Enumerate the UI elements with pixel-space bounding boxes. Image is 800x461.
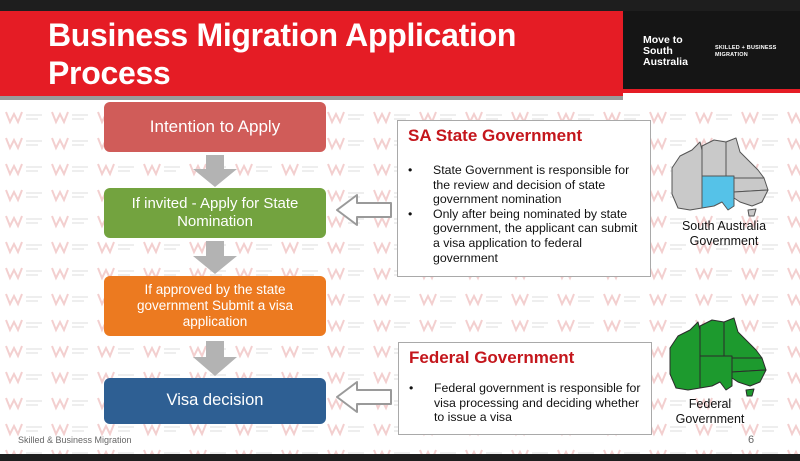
bullet-text: Only after being nominated by state government, the applicant can submit a visa application to federal government bbox=[433, 206, 638, 265]
panel-bullet-list bbox=[408, 163, 644, 265]
sa-map-caption: South Australia Government bbox=[681, 219, 767, 248]
list-item bbox=[408, 163, 644, 207]
left-arrow-icon bbox=[335, 380, 393, 414]
list-item bbox=[409, 381, 645, 425]
list-item bbox=[408, 207, 644, 265]
top-bar bbox=[0, 0, 800, 11]
header-shadow-line bbox=[0, 96, 623, 100]
panel-title: Federal Government bbox=[409, 348, 575, 367]
australia-map-green-icon bbox=[664, 316, 774, 400]
down-arrow-icon bbox=[193, 155, 237, 187]
bullet-text: Federal government is responsible for visa processing and deciding whether to issue a visa bbox=[434, 381, 641, 425]
step-submit-visa-application: If approved by the state government Submit a visa application bbox=[104, 276, 326, 336]
page-number: 6 bbox=[748, 434, 755, 446]
panel-title: SA State Government bbox=[408, 126, 583, 145]
left-arrow-icon bbox=[335, 193, 393, 227]
logo-underline bbox=[623, 89, 800, 93]
bullet: • bbox=[408, 163, 413, 177]
down-arrow-icon bbox=[193, 241, 237, 274]
slide-title: Business Migration Application Process bbox=[48, 17, 517, 91]
federal-map-caption: Federal Government bbox=[675, 397, 745, 426]
bullet: • bbox=[409, 381, 414, 395]
logo-main-text: Move to South Australia bbox=[643, 34, 688, 68]
step-apply-state-nomination: If invited - Apply for State Nomination bbox=[104, 188, 326, 238]
bottom-bar bbox=[0, 454, 800, 461]
australia-map-sa-highlight-icon bbox=[666, 136, 780, 220]
logo-sub-text: SKILLED + BUSINESS MIGRATION bbox=[715, 45, 777, 58]
panel-bullet-list bbox=[409, 381, 645, 425]
federal-government-panel bbox=[398, 342, 652, 435]
bullet: • bbox=[408, 206, 413, 221]
step-intention-to-apply: Intention to Apply bbox=[104, 102, 326, 152]
bullet-text: State Government is responsible for the review and decision of state government nomination bbox=[433, 163, 630, 207]
footer-text: Skilled & Business Migration bbox=[18, 435, 132, 445]
down-arrow-icon bbox=[193, 341, 237, 376]
step-visa-decision: Visa decision bbox=[104, 378, 326, 424]
sa-state-government-panel bbox=[397, 120, 651, 277]
